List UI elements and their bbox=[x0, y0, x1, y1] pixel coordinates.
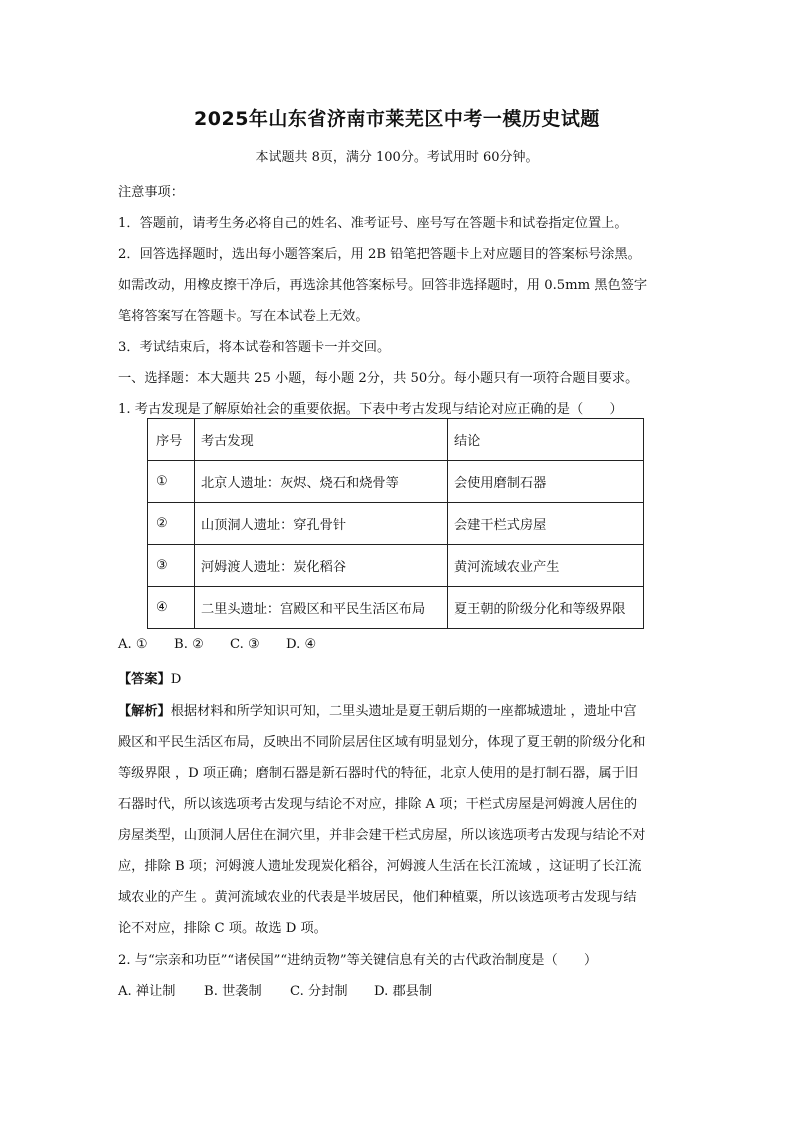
table-cell: 山顶洞人遗址：穿孔骨针 bbox=[195, 503, 448, 545]
page-title: 2025年山东省济南市莱芜区中考一模历史试题 bbox=[194, 108, 600, 130]
table-row bbox=[148, 503, 644, 545]
analysis-line: 殿区和平民生活区布局，反映出不同阶层居住区域有明显划分，体现了夏王朝的阶级分化和 bbox=[118, 735, 646, 750]
table-cell: 会建干栏式房屋 bbox=[448, 503, 644, 545]
exam-info: 本试题共 8页，满分 100分。考试用时 60分钟。 bbox=[255, 150, 539, 165]
analysis-line: 等级界限 ，D 项正确；磨制石器是新石器时代的特征，北京人使用的是打制石器，属于旧 bbox=[118, 766, 639, 781]
table-row bbox=[148, 587, 644, 629]
option-d: D. 郡县制 bbox=[374, 984, 433, 999]
note-line: 笔将答案写在答题卡。写在本试卷上无效。 bbox=[118, 309, 369, 324]
note-line: 2．回答选择题时，选出每小题答案后，用 2B 铅笔把答题卡上对应题目的答案标号涂黑。 bbox=[118, 247, 641, 262]
table-header-cell: 序号 bbox=[148, 419, 195, 461]
table-cell: 二里头遗址：宫殿区和平民生活区布局 bbox=[195, 587, 448, 629]
question-1-options bbox=[118, 637, 316, 652]
table-header-cell: 结论 bbox=[448, 419, 644, 461]
option-a: A. ① bbox=[118, 637, 148, 652]
answer-line bbox=[118, 668, 181, 687]
section-heading: 一、选择题：本大题共 25 小题，每小题 2分，共 50分。每小题只有一项符合题目要求。 bbox=[118, 371, 639, 386]
table-header-cell: 考古发现 bbox=[195, 419, 448, 461]
question-2-stem: 2. 与“宗亲和功臣”“诸侯国”“进纳贡物”等关键信息有关的古代政治制度是（ ） bbox=[118, 953, 598, 968]
analysis-line: 域农业的产生 。黄河流域农业的代表是半坡居民，他们种植粟，所以该选项考古发现与结 bbox=[118, 890, 637, 905]
table-cell: ① bbox=[148, 461, 195, 503]
table-cell: ③ bbox=[148, 545, 195, 587]
table-cell: 会使用磨制石器 bbox=[448, 461, 644, 503]
option-b: B. ② bbox=[174, 637, 204, 652]
question-2-options bbox=[118, 980, 432, 999]
table-cell: 河姆渡人遗址：炭化稻谷 bbox=[195, 545, 448, 587]
table-cell: ④ bbox=[148, 587, 195, 629]
option-a: A. 禅让制 bbox=[118, 984, 176, 999]
option-b: B. 世袭制 bbox=[204, 984, 262, 999]
option-c: C. ③ bbox=[230, 637, 260, 652]
question-1-stem: 1. 考古发现是了解原始社会的重要依据。下表中考古发现与结论对应正确的是（ ） bbox=[118, 402, 623, 417]
analysis-line: 房屋类型，山顶洞人居住在洞穴里，并非会建干栏式房屋，所以该选项考古发现与结论不对 bbox=[118, 828, 646, 843]
table-cell: 黄河流域农业产生 bbox=[448, 545, 644, 587]
analysis-line: 应，排除 B 项；河姆渡人遗址发现炭化稻谷，河姆渡人生活在长江流域 ，这证明了长江流 bbox=[118, 859, 642, 874]
note-line: 3．考试结束后，将本试卷和答题卡一并交回。 bbox=[118, 340, 391, 355]
answer-value: D bbox=[170, 672, 182, 687]
analysis-label: 【解析】 bbox=[118, 704, 171, 719]
table-row bbox=[148, 545, 644, 587]
table-row bbox=[148, 461, 644, 503]
analysis-text: 根据材料和所学知识可知，二里头遗址是夏王朝后期的一座都城遗址 ，遗址中宫 bbox=[170, 704, 637, 719]
analysis-line: 石器时代，所以该选项考古发现与结论不对应，排除 A 项；干栏式房屋是河姆渡人居住的 bbox=[118, 797, 638, 812]
notes-heading: 注意事项： bbox=[118, 185, 184, 200]
option-d: D. ④ bbox=[286, 637, 317, 652]
option-c: C. 分封制 bbox=[290, 984, 348, 999]
table-header-row bbox=[148, 419, 644, 461]
note-line: 如需改动，用橡皮擦干净后，再选涂其他答案标号。回答非选择题时，用 0.5mm 黑色签字 bbox=[118, 278, 648, 293]
table-cell: ② bbox=[148, 503, 195, 545]
analysis-line: 论不对应，排除 C 项。故选 D 项。 bbox=[118, 921, 327, 936]
table-cell: 夏王朝的阶级分化和等级界限 bbox=[448, 587, 644, 629]
table-cell: 北京人遗址：灰烬、烧石和烧骨等 bbox=[195, 461, 448, 503]
archaeology-table bbox=[147, 418, 644, 629]
answer-label: 【答案】 bbox=[118, 672, 171, 687]
analysis-line bbox=[118, 700, 637, 719]
note-line: 1．答题前，请考生务必将自己的姓名、准考证号、座号写在答题卡和试卷指定位置上。 bbox=[118, 216, 628, 231]
